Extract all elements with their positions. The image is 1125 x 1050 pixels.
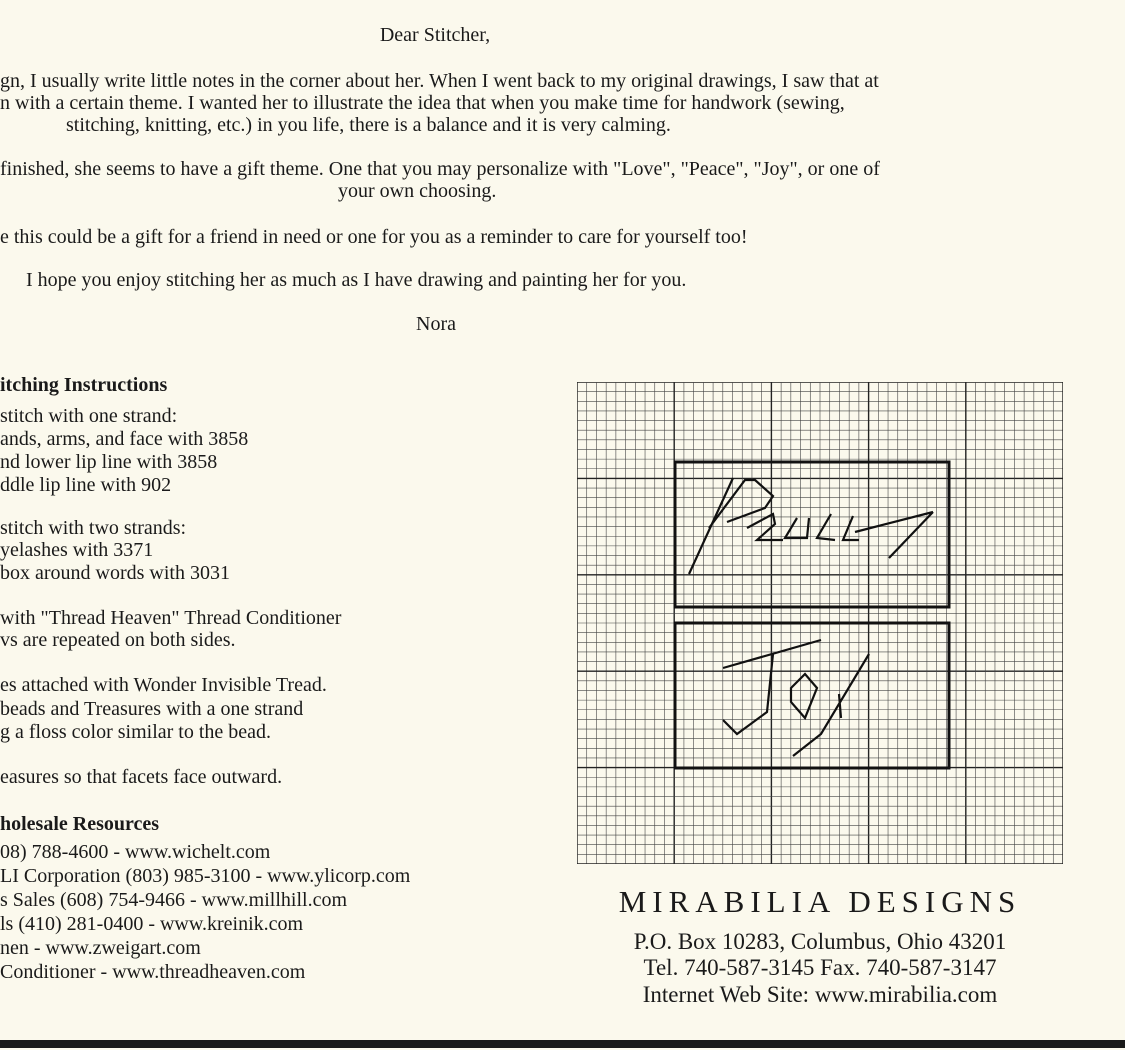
company-address: P.O. Box 10283, Columbus, Ohio 43201 bbox=[633, 929, 1007, 954]
joy-word-box bbox=[675, 623, 949, 768]
letter-line: gn, I usually write little notes in the corner about her. When I went back to my original drawings, I saw that at bbox=[0, 70, 879, 92]
letter-signature: Nora bbox=[416, 313, 456, 335]
peace-word-box bbox=[675, 462, 949, 607]
peace-lettering bbox=[689, 478, 933, 574]
cross-stitch-chart bbox=[577, 382, 1063, 864]
company-name: MIRABILIA DESIGNS bbox=[618, 884, 1022, 919]
letter-line: your own choosing. bbox=[338, 180, 497, 202]
resource-line: s Sales (608) 754-9466 - www.millhill.com bbox=[0, 889, 348, 911]
instruction-line: with "Thread Heaven" Thread Conditioner bbox=[0, 607, 342, 629]
instruction-line: yelashes with 3371 bbox=[0, 539, 154, 561]
letter-line: n with a certain theme. I wanted her to illustrate the idea that when you make time for handwork (sewing, bbox=[0, 92, 845, 114]
instruction-line: g a floss color similar to the bead. bbox=[0, 721, 272, 743]
instruction-line: stitch with one strand: bbox=[0, 405, 178, 427]
letter-line: I hope you enjoy stitching her as much as I have drawing and painting her for you. bbox=[26, 269, 687, 291]
instruction-line: easures so that facets face outward. bbox=[0, 766, 283, 788]
resource-line: LI Corporation (803) 985-3100 - www.ylicorp.com bbox=[0, 865, 411, 887]
resource-line: 08) 788-4600 - www.wichelt.com bbox=[0, 841, 271, 863]
letter-line: stitching, knitting, etc.) in you life, there is a balance and it is very calming. bbox=[66, 114, 671, 136]
instruction-line: stitch with two strands: bbox=[0, 517, 187, 539]
instructions-title: itching Instructions bbox=[0, 374, 168, 396]
resources-title: holesale Resources bbox=[0, 813, 160, 835]
resource-line: nen - www.zweigart.com bbox=[0, 937, 201, 959]
resource-line: Conditioner - www.threadheaven.com bbox=[0, 961, 306, 983]
instruction-line: es attached with Wonder Invisible Tread. bbox=[0, 674, 327, 696]
instruction-line: vs are repeated on both sides. bbox=[0, 629, 236, 651]
letter-line: finished, she seems to have a gift theme. One that you may personalize with "Love", "Peace", "Joy", or one of bbox=[0, 158, 880, 180]
company-website: Internet Web Site: www.mirabilia.com bbox=[642, 982, 998, 1007]
resource-line: ls (410) 281-0400 - www.kreinik.com bbox=[0, 913, 304, 935]
instruction-line: beads and Treasures with a one strand bbox=[0, 698, 304, 720]
company-phone: Tel. 740-587-3145 Fax. 740-587-3147 bbox=[643, 955, 997, 980]
instruction-line: ands, arms, and face with 3858 bbox=[0, 428, 249, 450]
instruction-line: box around words with 3031 bbox=[0, 562, 230, 584]
instruction-line: nd lower lip line with 3858 bbox=[0, 451, 218, 473]
bottom-rule bbox=[0, 1040, 1125, 1048]
letter-salutation: Dear Stitcher, bbox=[379, 24, 491, 46]
letter-line: e this could be a gift for a friend in need or one for you as a reminder to care for yourself too! bbox=[0, 226, 748, 248]
instruction-line: ddle lip line with 902 bbox=[0, 474, 172, 496]
